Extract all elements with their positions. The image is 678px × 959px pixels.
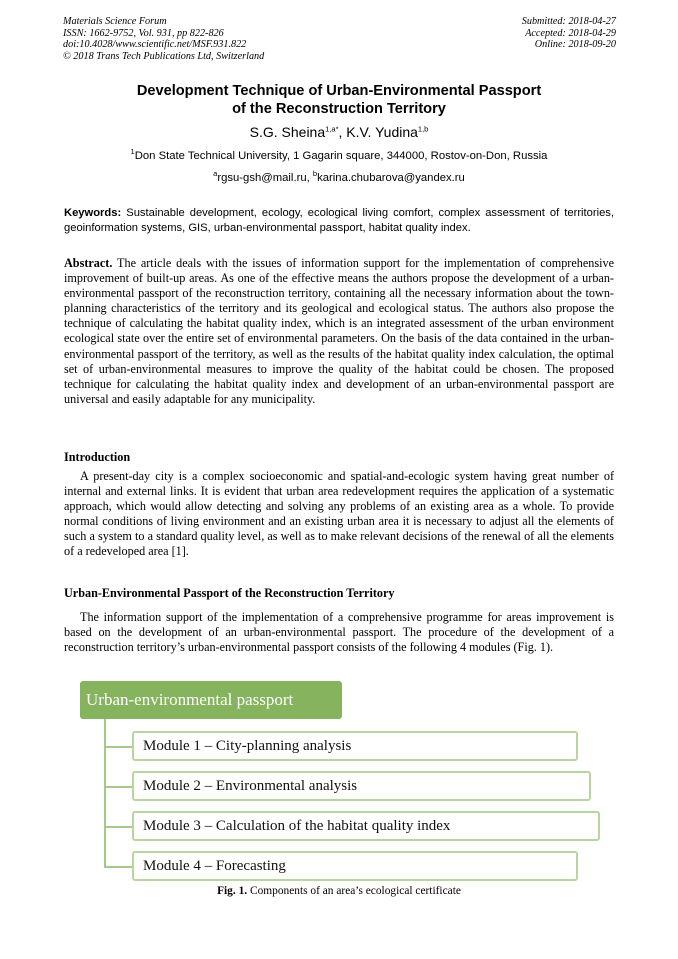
keywords-block	[64, 206, 614, 236]
keywords-label: Keywords:	[64, 207, 122, 219]
uep-paragraph: The information support of the implementation of a comprehensive programme for areas improvement is based on the development of an urban-environmental passport. The procedure of the development of a reconstruction territory’s urban-environmental passport consists of the following 4 modules (Fig. 1).	[64, 610, 614, 655]
affiliation-sup: 1	[130, 147, 135, 157]
uep-heading: Urban-Environmental Passport of the Reconstruction Territory	[64, 586, 395, 600]
title-line-1: Development Technique of Urban-Environmental Passport	[136, 83, 542, 99]
keywords-text: Sustainable development, ecology, ecological living comfort, complex assessment of territories, geoinformation systems, GIS, urban-environmental passport, habitat quality index.	[64, 207, 614, 234]
author-1-name: S.G. Sheina	[249, 124, 326, 140]
module-4-box: Module 4 – Forecasting	[132, 851, 578, 881]
doi-line: doi:10.4028/www.scientific.net/MSF.931.822	[63, 39, 247, 51]
author-emails	[40, 169, 638, 184]
introduction-heading: Introduction	[64, 450, 131, 464]
accepted-date: Accepted: 2018-04-29	[525, 27, 616, 39]
paper-title	[40, 82, 638, 118]
email-b-sup: b	[312, 169, 318, 179]
online-date: Online: 2018-09-20	[534, 39, 616, 51]
copyright-line: © 2018 Trans Tech Publications Ltd, Switzerland	[63, 50, 265, 62]
caption-label: Fig. 1.	[217, 885, 248, 897]
email-separator: ,	[306, 172, 313, 184]
title-line-2: of the Reconstruction Territory	[232, 101, 446, 117]
module-1-box: Module 1 – City-planning analysis	[132, 731, 578, 761]
issn-line: ISSN: 1662-9752, Vol. 931, pp 822-826	[63, 27, 224, 39]
abstract-block	[64, 256, 614, 407]
dates-meta	[522, 16, 616, 51]
module-2-box: Module 2 – Environmental analysis	[132, 771, 591, 801]
tree-connector-4	[104, 866, 132, 868]
abstract-text: The article deals with the issues of information support for the implementation of comprehensive improvement of built-up areas. As one of the effective means the authors propose the development of a urban-environmental passport of the reconstruction territory, containing all the necessary information about the town-planning characteristics of the territory and its geological and ecological status. The authors also propose the technique of calculating the habitat quality index, which is an integrated assessment of the urban environment ecological state over the entire set of environmental parameters. On the basis of the data contained in the urban-environmental passport of the territory, as well as the results of the habitat quality index calculation, the optimal set of urban-environmental measures to improve the quality of the habitat could be chosen. The proposed technique for calculating the habitat quality index and development of an urban-environmental passport are universal and easily adaptable for any municipality.	[64, 256, 614, 406]
module-3-box: Module 3 – Calculation of the habitat quality index	[132, 811, 600, 841]
submitted-date: Submitted: 2018-04-27	[521, 16, 616, 27]
tree-connector-2	[104, 786, 132, 788]
journal-meta	[63, 16, 264, 62]
email-a-sup: a	[213, 169, 218, 179]
introduction-paragraph: A present-day city is a complex socioeconomic and spatial-and-ecologic system having great number of internal and external links. It is evident that urban area redevelopment requires the application of a systematic approach, which would allow detecting and solving any problems of an existing area as a whole. To provide normal conditions of living environment and an existing urban area it is necessary to adjust all the elements of such a system to a standard quality level, as well as to make relevant decisions of the renewal of all the elements of a redeveloped area [1].	[64, 469, 614, 559]
authors	[40, 124, 638, 140]
figure-root-box: Urban-environmental passport	[80, 681, 342, 719]
email-b: karina.chubarova@yandex.ru	[317, 172, 465, 184]
author-separator: ,	[338, 124, 347, 140]
email-a: rgsu-gsh@mail.ru	[217, 172, 307, 184]
caption-text: Components of an area’s ecological certificate	[247, 885, 461, 897]
author-2-name: K.V. Yudina	[346, 124, 418, 140]
author-2-sup: 1,b	[417, 124, 429, 134]
abstract-label: Abstract.	[64, 256, 113, 270]
affiliation-text: Don State Technical University, 1 Gagarin square, 344000, Rostov-on-Don, Russia	[134, 150, 548, 162]
tree-connector-1	[104, 746, 132, 748]
figure-caption	[40, 885, 638, 897]
affiliation	[40, 147, 638, 162]
author-1-sup: 1,a*	[325, 124, 339, 134]
tree-connector-3	[104, 826, 132, 828]
tree-connector-vertical	[104, 719, 106, 867]
journal-name: Materials Science Forum	[63, 16, 167, 27]
